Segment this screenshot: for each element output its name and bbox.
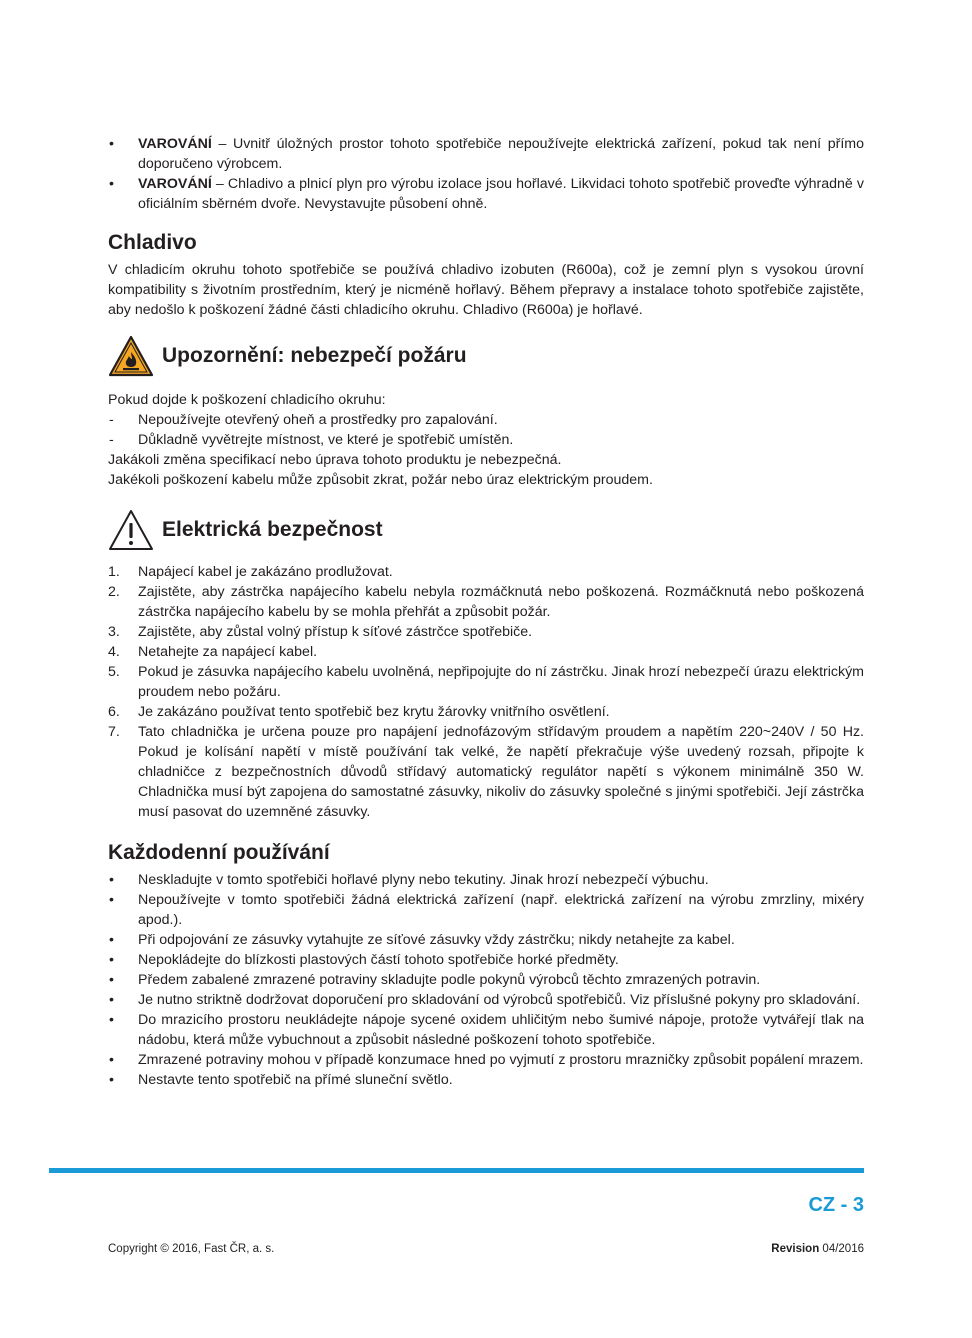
footer-divider [49,1168,864,1173]
list-item [108,702,864,722]
item-text: Napájecí kabel je zakázáno prodlužovat. [138,564,393,580]
item-number: 6. [108,704,120,720]
list-item: - Nepoužívejte otevřený oheň a prostředky pro zapalování. [108,410,864,430]
list-item [108,622,864,642]
warnings-list [108,134,864,214]
item-text: Tato chladnička je určena pouze pro napájení jednofázovým střídavým proudem a napětím 220~240V / 50 Hz. Pokud je kolísání napětí v místě používání tak velké, že napětí překračuje výše uvedený rozsah, připojte k chladničce z bezpečnostních důvodů střídavý automatický regulátor napětí s výkonem minimálně 350 W. Chladnička musí být zapojena do samostatné zásuvky, nikoliv do zásuvky společné s jinými spotřebiči. Její zástrčka musí pasovat do uzemněné zásuvky. [138,724,864,820]
list-item: • Předem zabalené zmrazené potraviny skladujte podle pokynů výrobců těchto zmrazených potravin. [108,970,864,990]
copyright: Copyright © 2016, Fast ČR, a. s. [108,1243,275,1255]
item-text: Pokud je zásuvka napájecího kabelu uvolněná, nepřipojujte do ní zástrčku. Jinak hrozí nebezpečí úrazu elektrickým proudem nebo požáru. [138,664,864,700]
warning-label: VAROVÁNÍ [138,176,212,192]
list-item: • Nepokládejte do blízkosti plastových částí tohoto spotřebiče horké předměty. [108,950,864,970]
list-item [108,582,864,622]
list-item: • Nestavte tento spotřebič na přímé sluneční světlo. [108,1070,864,1090]
item-text: Zajistěte, aby zástrčka napájecího kabelu nebyla rozmáčknutá nebo poškozená. Rozmáčknutá nebo poškozená zástrčka napájecího kabelu by se mohla přehřát a způsobit požár. [138,584,864,620]
electric-safety-heading [108,508,864,552]
list-item [108,174,864,214]
warning-label: VAROVÁNÍ [138,136,212,152]
section-title-electric: Elektrická bezpečnost [162,518,383,541]
list-item: • Je nutno striktně dodržovat doporučení pro skladování od výrobců spotřebičů. Viz příslušné pokyny pro skladování. [108,990,864,1010]
revision [771,1243,864,1255]
list-item: - Důkladně vyvětrejte místnost, ve které je spotřebič umístěn. [108,430,864,450]
item-number: 4. [108,644,120,660]
item-number: 2. [108,584,120,600]
warning-text: – Uvnitř úložných prostor tohoto spotřebiče nepoužívejte elektrická zařízení, pokud tak není přímo doporučeno výrobcem. [138,136,864,172]
list-item [108,722,864,822]
list-item [108,562,864,582]
fire-intro: Pokud dojde k poškození chladicího okruhu: [108,392,386,408]
revision-label: Revision [771,1243,820,1255]
daily-list [108,870,864,1090]
fire-line-2: Jakékoli poškození kabelu může způsobit zkrat, požár nebo úraz elektrickým proudem. [108,472,653,488]
item-number: 3. [108,624,120,640]
content [108,134,864,1090]
warning-text: – Chladivo a plnicí plyn pro výrobu izolace jsou hořlavé. Likvidaci tohoto spotřebič proveďte výhradně v oficiálním sběrném dvoře. Nevystavujte působení ohně. [138,176,864,212]
list-item: • Při odpojování ze zásuvky vytahujte ze síťové zásuvky vždy zástrčku; nikdy netahejte za kabel. [108,930,864,950]
revision-value: 04/2016 [819,1243,864,1255]
item-text: Netahejte za napájecí kabel. [138,644,318,660]
section-title-chladivo: Chladivo [108,231,197,254]
page-number: CZ - 3 [808,1194,864,1216]
list-item [108,134,864,174]
section-title-daily: Každodenní používání [108,841,330,864]
item-number: 5. [108,664,120,680]
item-text: Zajistěte, aby zůstal volný přístup k síťové zástrčce spotřebiče. [138,624,533,640]
list-item [108,662,864,702]
fire-list [108,410,864,450]
list-item [108,642,864,662]
fire-warning-heading [108,334,864,378]
warning-triangle-icon [108,509,154,551]
section-title-fire: Upozornění: nebezpečí požáru [162,344,467,367]
item-number: 1. [108,564,120,580]
list-item: • Neskladujte v tomto spotřebiči hořlavé plyny nebo tekutiny. Jinak hrozí nebezpečí výbuchu. [108,870,864,890]
fire-hazard-icon [108,335,154,377]
item-text: Je zakázáno používat tento spotřebič bez krytu žárovky vnitřního osvětlení. [138,704,610,720]
item-number: 7. [108,724,120,740]
list-item: • Nepoužívejte v tomto spotřebiči žádná elektrická zařízení (např. elektrická zařízení na výrobu zmrzliny, mixéry apod.). [108,890,864,930]
list-item: • Zmrazené potraviny mohou v případě konzumace hned po vyjmutí z prostoru mrazničky způsobit popálení mrazem. [108,1050,864,1070]
chladivo-paragraph: V chladicím okruhu tohoto spotřebiče se používá chladivo izobuten (R600a), což je zemní plyn s vysokou úrovní kompatibility s životním prostředním, který je nicméně hořlavý. Během přepravy a instalace tohoto spotřebiče zajistěte, aby nedošlo k poškození žádné části chladicího okruhu. Chladivo (R600a) je hořlavé. [108,262,864,318]
fire-line-1: Jakákoli změna specifikací nebo úprava tohoto produktu je nebezpečná. [108,452,562,468]
electric-list [108,562,864,822]
list-item: • Do mrazicího prostoru neukládejte nápoje sycené oxidem uhličitým nebo šumivé nápoje, protože vytvářejí tlak na nádobu, která může vybuchnout a způsobit následné poškození tohoto spotřebiče. [108,1010,864,1050]
